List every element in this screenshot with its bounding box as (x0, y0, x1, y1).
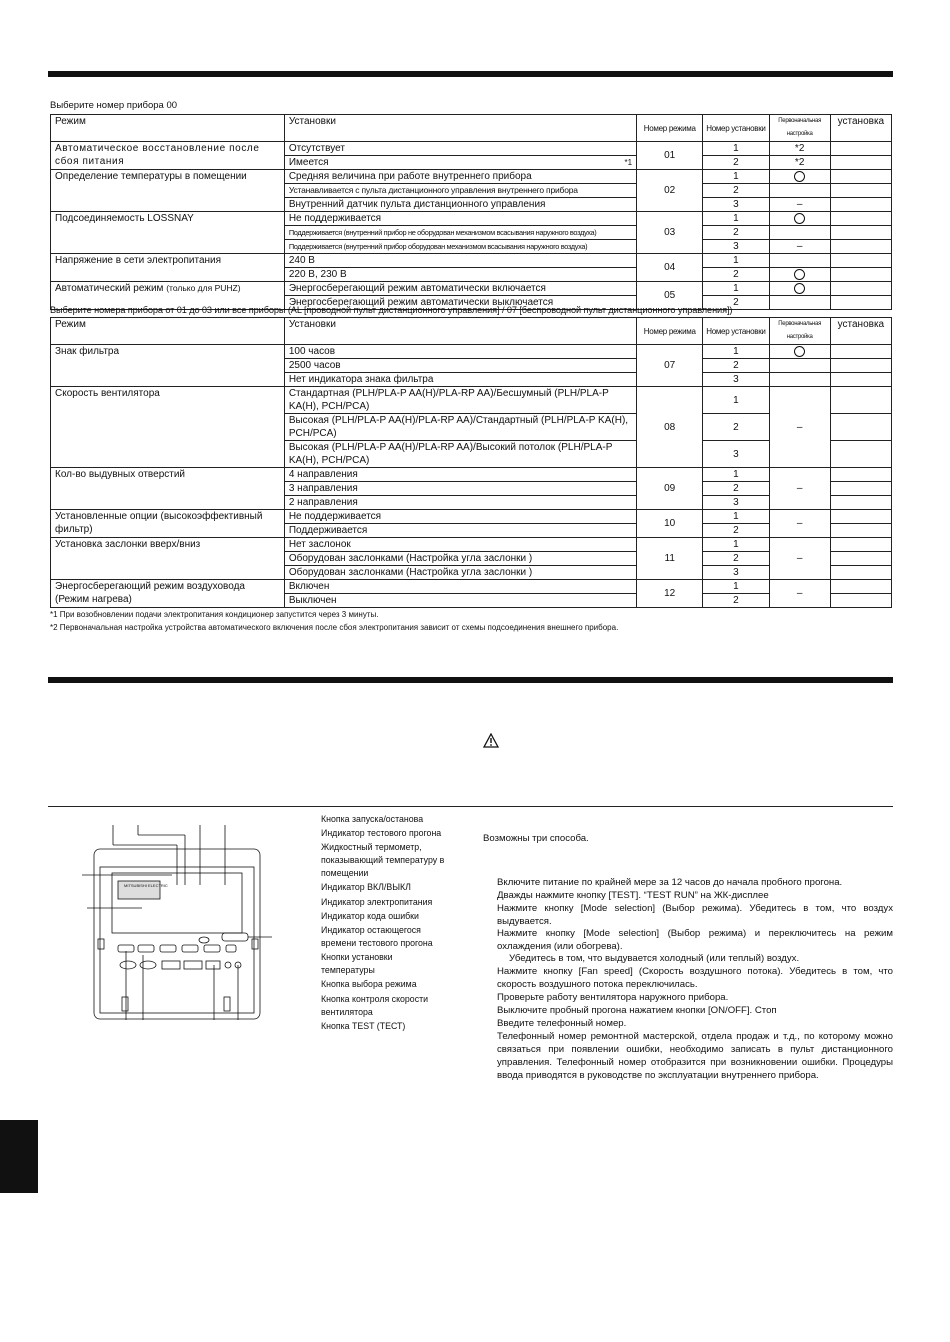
function-table-units-01-03 (50, 317, 892, 608)
table-row: Напряжение в сети электропитания 240 В 04 1 (51, 254, 892, 268)
table-row: 220 В, 230 В 2 (51, 268, 892, 282)
step-2: Дважды нажмите кнопку [TEST]. “TEST RUN” на ЖК-дисплее (497, 890, 769, 901)
step-5: Нажмите кнопку [Fan speed] (Скорость воздушного потока). Убедитесь в том, что скорость воздушного потока переключилась. (497, 966, 893, 990)
table-row: Скорость вентилятора Стандартная (PLH/PLA-P AA(H)/PLA-RP AA)/Бесшумный (PLH/PLA-P KA(H), PCH/PCA) 08 1 – (51, 387, 892, 414)
table-row: 3 направления 2 (51, 482, 892, 496)
table-header-row: Режим Установки Номер режима Номер установки Первоначальная настройка установка (51, 318, 892, 345)
table-header-row: Режим Установки Номер режима Номер установки Первоначальная настройка установка (51, 115, 892, 142)
label-test-button: Кнопка TEST (ТЕСТ) (321, 1021, 406, 1031)
label-power-indicator: Индикатор электропитания (321, 897, 433, 907)
page-tab-marker (0, 1120, 38, 1193)
table-row: Автоматическое восстановление после сбоя питания Отсутствует 01 1 *2 (51, 142, 892, 156)
table-row: Поддерживается 2 (51, 524, 892, 538)
table-row: Знак фильтра 100 часов 07 1 (51, 345, 892, 359)
table-row: Автоматический режим (только для PUHZ) Энергосберегающий режим автоматически включается 05 1 (51, 282, 892, 296)
label-mode-button: Кнопка выбора режима (321, 979, 417, 989)
warning-triangle-icon (483, 733, 499, 748)
table-row: Энергосберегающий режим воздуховода (Режим нагрева) Включен 12 1 – (51, 580, 892, 594)
table-row: Высокая (PLH/PLA-P AA(H)/PLA-RP AA)/Стандартный (PLH/PLA-P KA(H), PCH/PCA) 2 (51, 414, 892, 441)
section-divider-top (48, 71, 893, 77)
remote-controller-illustration (82, 825, 282, 1020)
section-divider-middle (48, 677, 893, 683)
table-row: 2 направления 3 (51, 496, 892, 510)
step-6: Проверьте работу вентилятора наружного прибора. (497, 992, 729, 1003)
thin-divider (48, 806, 893, 807)
table-row: Подсоединяемость LOSSNAY Не поддерживается 03 1 (51, 212, 892, 226)
table-row: Установленные опции (высокоэффективный фильтр) Не поддерживается 10 1 – (51, 510, 892, 524)
label-thermometer: Жидкостный термометр, показывающий температуру в помещении (321, 842, 445, 878)
unit-caption-01-03: Выберите номера прибора от 01 до 03 или все приборы (AL [проводной пульт дистанционного управления] / 07 [беспроводной пульт дистанционного управления]) (50, 305, 733, 315)
footnote-1: *1 При возобновлении подачи электропитания кондиционер запустится через 3 минуты. (50, 610, 379, 619)
table-row: Поддерживается (внутренний прибор оборудован механизмом всасывания наружного воздуха) 3 – (51, 240, 892, 254)
footnote-2: *2 Первоначальная настройка устройства автоматического включения после сбоя электропитания зависит от схемы подсоединения внешнего прибора. (50, 623, 619, 632)
table-row: Устанавливается с пульта дистанционного управления внутреннего прибора 2 (51, 184, 892, 198)
table-row: Внутренний датчик пульта дистанционного управления 3 – (51, 198, 892, 212)
circle-icon (794, 269, 805, 280)
circle-icon (794, 171, 805, 182)
label-fan-speed-button: Кнопка контроля скорости вентилятора (321, 994, 429, 1017)
step-8-detail: Телефонный номер ремонтной мастерской, отдела продаж и т.д., по которому можно связаться при появлении ошибки, необходимо записать в пульт дистанционного управления. Телефонный номер отобразится при возникновении ошибки. Процедуры ввода приводятся в руководстве по эксплуатации внутреннего прибора. (497, 1031, 893, 1081)
unit-caption-00: Выберите номер прибора 00 (50, 100, 178, 111)
table-row: Кол-во выдувных отверстий 4 направления 09 1 – (51, 468, 892, 482)
remote-brand-text: MITSUBISHI ELECTRIC (124, 883, 168, 888)
table-row: 2500 часов 2 (51, 359, 892, 373)
circle-icon (794, 346, 805, 357)
table-row: Высокая (PLH/PLA-P AA(H)/PLA-RP AA)/Высокий потолок (PLH/PLA-P KA(H), PCH/PCA) 3 (51, 441, 892, 468)
methods-intro: Возможны три способа. (483, 833, 589, 844)
label-test-run-indicator: Индикатор тестового прогона (321, 828, 442, 838)
label-temperature-buttons: Кнопки установки температуры (321, 952, 393, 975)
step-4-check: Убедитесь в том, что выдувается холодный (или теплый) воздух. (509, 953, 800, 964)
circle-icon (794, 213, 805, 224)
table-row: Выключен 2 (51, 594, 892, 608)
label-start-stop: Кнопка запуска/останова (321, 814, 424, 824)
label-error-code-indicator: Индикатор кода ошибки (321, 911, 419, 921)
table-row: Нет индикатора знака фильтра 3 (51, 373, 892, 387)
label-remaining-time: Индикатор остающегося времени тестового прогона (321, 925, 433, 948)
label-on-off-indicator: Индикатор ВКЛ/ВЫКЛ (321, 882, 411, 892)
step-8: Введите телефонный номер. (497, 1018, 627, 1029)
table-row: Поддерживается (внутренний прибор не оборудован механизмом всасывания наружного воздуха) 2 (51, 226, 892, 240)
function-table-unit-00 (50, 114, 892, 310)
step-3: Нажмите кнопку [Mode selection] (Выбор режима). Убедитесь в том, что воздух выдувается. (497, 903, 893, 927)
table-row: Установка заслонки вверх/вниз Нет заслонок 11 1 – (51, 538, 892, 552)
step-7: Выключите пробный прогона нажатием кнопки [ON/OFF]. Стоп (497, 1005, 777, 1016)
circle-icon (794, 283, 805, 294)
table-row: Имеется *1 2 *2 (51, 156, 892, 170)
table-row: Определение температуры в помещении Средняя величина при работе внутреннего прибора 02 1 (51, 170, 892, 184)
table-row: Оборудован заслонками (Настройка угла заслонки ) 3 (51, 566, 892, 580)
table-row: Оборудован заслонками (Настройка угла заслонки ) 2 (51, 552, 892, 566)
step-1: Включите питание по крайней мере за 12 часов до начала пробного прогона. (497, 877, 843, 888)
table-row: Энергосберегающий режим автоматически выключается 2 (51, 296, 892, 310)
step-4: Нажмите кнопку [Mode selection] (Выбор режима) и переключитесь на режим охлаждения (или обогрева). (497, 928, 893, 952)
